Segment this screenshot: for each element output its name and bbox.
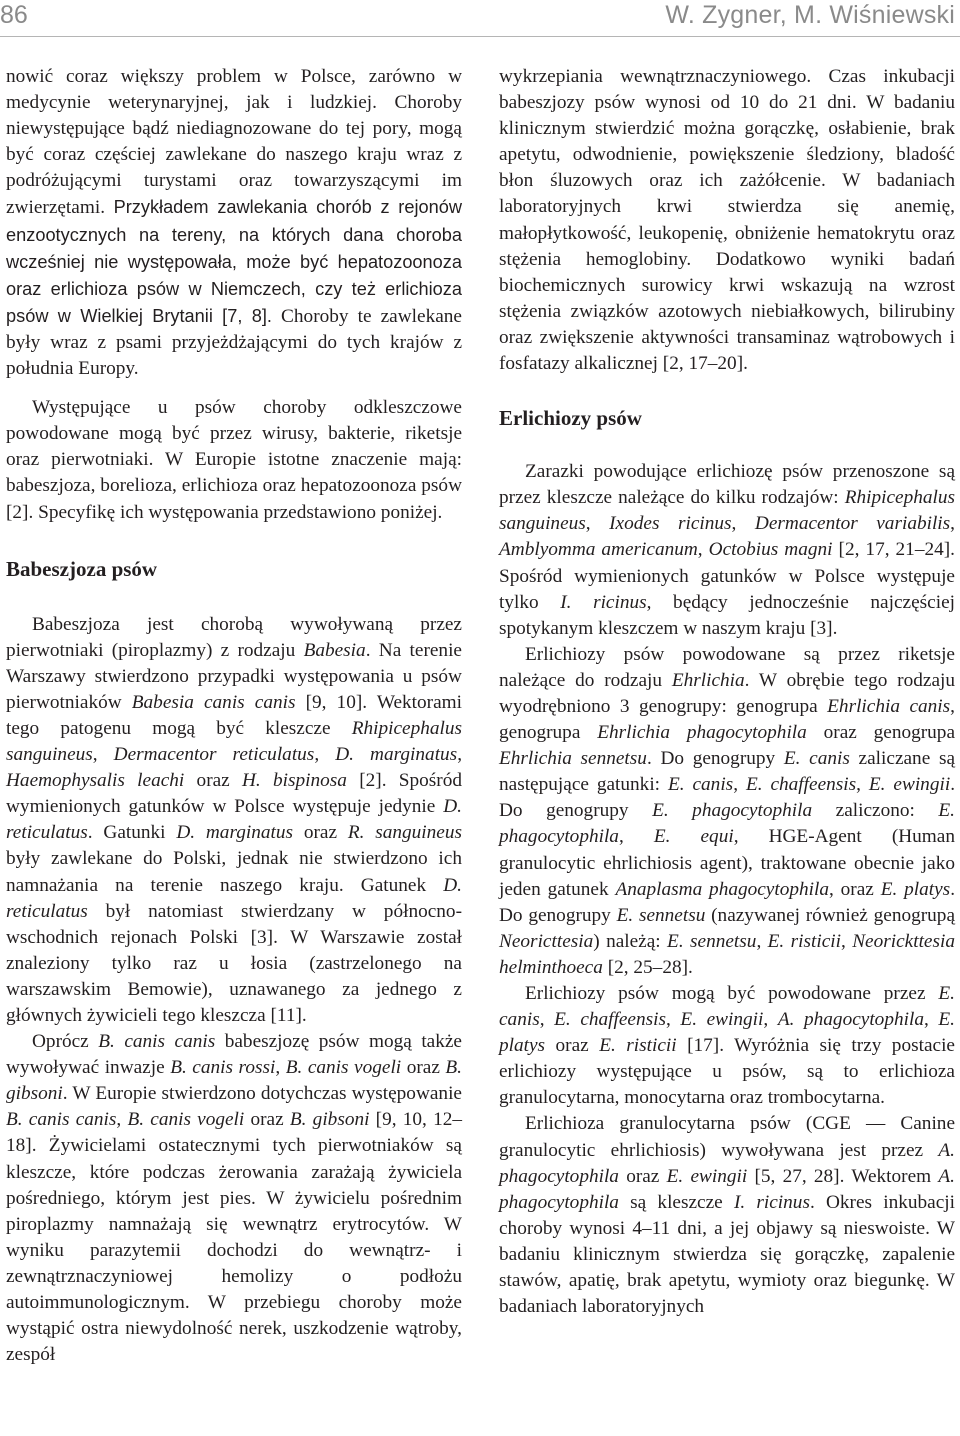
erlichiozy-paragraph-3: Erlichiozy psów mogą być powodowane przez E. canis, E. chaffeensis, E. ewingii, A. phagocytophila, E. platys oraz E. risticii [17]. Wyróżnia się trzy postacie erlichiozy występujące u psów, są to erlichioza granulocytarna, monocytarna oraz trombocytarna. xyxy=(499,983,955,1109)
intro-paragraph-2: Występujące u psów choroby odkleszczowe powodowane mogą być przez wirusy, bakterie, riketsje oraz pierwotniaki. W Europie istotne znaczenie mają: babeszjoza, borelioza, erlichioza oraz hepatozoonoza psów [2]. Specyfikę ich występowania przedstawiono poniżej. xyxy=(6,397,462,523)
intro-text-b: Przykładem zawlekania chorób z rejonów enzootycznych na tereny, na których dana choroba wcześniej nie występowała, może być hepatozoonoza oraz erlichioza psów w Niemczech, czy też erlichioza psów w Wielkiej Brytanii [7, 8]. xyxy=(6,197,462,326)
intro-paragraph-1 xyxy=(6,64,462,382)
erlichiozy-paragraph-2: Erlichiozy psów powodowane są przez riketsje należące do rodzaju Ehrlichia. W obrębie tego rodzaju wyodrębniono 3 genogrupy: genogrupa Ehrlichia canis, genogrupa Ehrlichia phagocytophila oraz genogrupa Ehrlichia sennetsu. Do genogrupy E. canis zaliczane są następujące gatunki: E. canis, E. chaffeensis, E. ewingii. Do genogrupy E. phagocytophila zaliczono: E. phagocytophila, E. equi, HGE-Agent (Human granulocytic ehrlichiosis agent), traktowane obecnie jako jeden gatunek Anaplasma phagocytophila, oraz E. platys. Do genogrupy E. sennetsu (nazywanej również genogrupą Neoricttesia) należą: E. sennetsu, E. risticii, Neorickttesia helminthoeca [2, 25–28]. xyxy=(499,643,956,978)
header-rule xyxy=(0,36,960,37)
section-heading-babeszjoza: Babeszjoza psów xyxy=(6,556,158,581)
continuation-paragraph: wykrzepiania wewnątrznaczyniowego. Czas inkubacji babeszjozy psów wynosi od 10 do 21 dni. W badaniu klinicznym stwierdzić można gorączkę, osłabienie, brak apetytu, odwodnienie, powiększenie śledziony, bladość błon śluzowych oraz ich zażółcenie. W badaniach laboratoryjnych krwi stwierdza się anemię, małopłytkowość, leukopenię, obniżenie hematokrytu oraz stężenia hemoglobiny. Dodatkowo wyniki badań biochemicznych surowicy krwi wskazują na wzrost stężenia związków azotowych niebiałkowych, bilirubiny oraz zwiększenie aktywności transaminaz wątrobowych i fosfatazy alkalicznej [2, 17–20]. xyxy=(499,66,955,375)
section-heading-erlichiozy: Erlichiozy psów xyxy=(499,406,642,431)
babeszjoza-paragraph-2: Oprócz B. canis canis babeszjozę psów mogą także wywoływać inwazje B. canis rossi, B. canis vogeli oraz B. gibsoni. W Europie stwierdzono dotychczas występowanie B. canis canis, B. canis vogeli oraz B. gibsoni [9, 10, 12–18]. Żywicielami ostatecznymi tych pierwotniaków są kleszcze, które podczas żerowania zarażają żywiciela pośredniego, którym jest pies. W żywicielu pośrednim piroplazmy namnażają się wewnątrz erytrocytów. W wyniku parazytemii dochodzi do wewnątrz- i zewnątrznaczyniowej hemolizy o podłożu autoimmunologicznym. W przebiegu choroby może wystąpić ostra niewydolność nerek, uszkodzenie wątroby, zespół xyxy=(6,1031,463,1366)
running-head xyxy=(0,0,960,30)
left-column xyxy=(6,64,462,1368)
intro-text-a: nowić coraz większy problem w Polsce, zarówno w medycynie weterynaryjnej, jak i ludzkiej. Choroby niewystępujące bądź niediagnozowane do tej pory, mogą być coraz częściej zawlekane do naszego kraju wraz z podróżującymi turystami oraz towarzyszącymi im zwierzętami. xyxy=(6,66,462,219)
erlichiozy-paragraph-4: Erlichioza granulocytarna psów (CGE — Canine granulocytic ehrlichiosis) wywoływana jest przez A. phagocytophila oraz E. ewingii [5, 27, 28]. Wektorem A. phagocytophila są kleszcze I. ricinus. Okres inkubacji choroby wynosi 4–11 dni, a jej objawy są nieswoiste. W badaniu klinicznym stwierdza się gorączkę, zapalenie stawów, apatię, brak apetytu, wymioty oraz biegunkę. W badaniach laboratoryjnych xyxy=(499,1113,955,1318)
running-head-authors: W. Zygner, M. Wiśniewski xyxy=(665,1,955,29)
erlichiozy-paragraph-1: Zarazki powodujące erlichiozę psów przenoszone są przez kleszcze należące do kilku rodzajów: Rhipicephalus sanguineus, Ixodes ricinus, Dermacentor variabilis, Amblyomma americanum, Octobius magni [2, 17, 21–24]. Spośród wymienionych gatunków w Polsce występuje tylko I. ricinus, będący jednocześnie najczęściej spotykanym kleszczem w naszym kraju [3]. xyxy=(499,461,955,639)
page-number: 86 xyxy=(0,1,28,29)
babeszjoza-paragraph-1: Babeszjoza jest chorobą wywoływaną przez pierwotniaki (piroplazmy) z rodzaju Babesia. Na terenie Warszawy stwierdzono przypadki występowania u psów pierwotniaków Babesia canis canis [9, 10]. Wektorami tego patogenu mogą być kleszcze Rhipicephalus sanguineus, Dermacentor reticulatus, D. marginatus, Haemophysalis leachi oraz H. bispinosa [2]. Spośród wymienionych gatunków w Polsce występuje jedynie D. reticulatus. Gatunki D. marginatus oraz R. sanguineus były zawlekane do Polski, jednak nie stwierdzono ich namnażania na terenie naszego kraju. Gatunek D. reticulatus był natomiast stwierdzany w północno-wschodnich rejonach Polski [3]. W Warszawie został znaleziony tylko raz u łosia (zastrzelonego na warszawskim Bemowie), uznawanego za jednego z głównych żywicieli tego kleszcza [11]. xyxy=(6,613,463,1026)
intro-text-c: Choroby te zawlekane były wraz z psami przyjeżdżającymi do tych krajów z południa Europy. xyxy=(6,305,462,380)
right-column xyxy=(499,64,955,1320)
